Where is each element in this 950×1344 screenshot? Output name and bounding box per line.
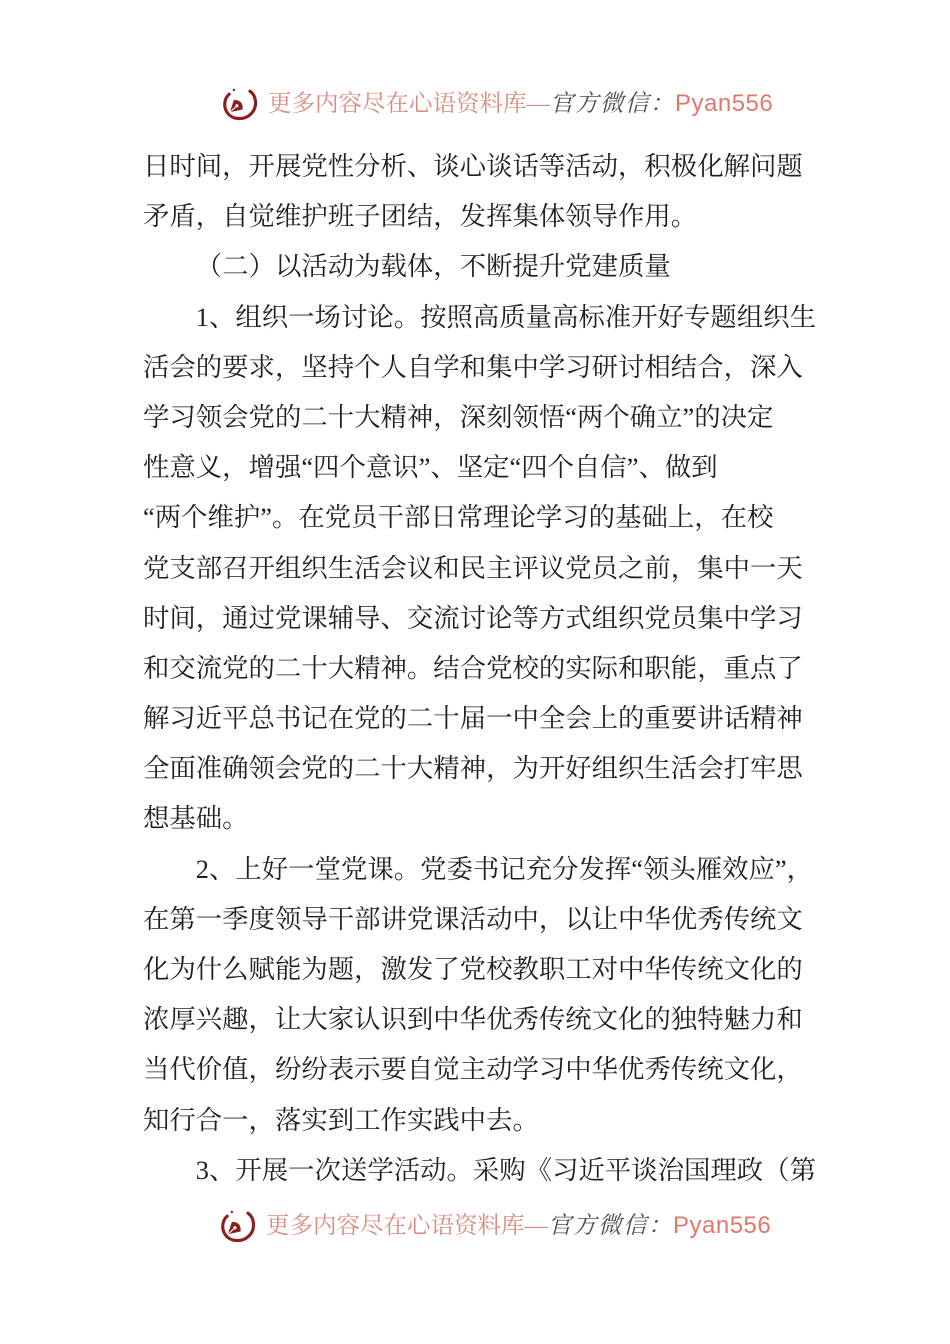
text-line: 活会的要求，坚持个人自学和集中学习研讨相结合，深入 <box>143 351 803 382</box>
watermark-wechat-id: Pyan556 <box>673 1212 772 1239</box>
watermark-site-name: 更多内容尽在心语资料库 <box>266 1213 525 1239</box>
text-line: 化为什么赋能为题，激发了党校教职工对中华传统文化的 <box>143 954 803 984</box>
text-line: 日时间，开展党性分析、谈心谈话等活动，积极化解问题 <box>143 151 803 181</box>
watermark-wechat-label: 官方微信： <box>548 1211 673 1239</box>
text-line: 党支部召开组织生活会议和民主评议党员之前，集中一天 <box>143 552 803 583</box>
text-line: （二）以活动为载体，不断提升党建质量 <box>195 251 671 282</box>
pen-nib-logo-icon <box>219 1206 257 1246</box>
text-line: 当代价值，纷纷表示要自觉主动学习中华优秀传统文化， <box>143 1054 803 1085</box>
pen-nib-logo-icon <box>221 84 259 124</box>
text-line: 全面准确领会党的二十大精神，为开好组织生活会打牢思 <box>143 753 803 784</box>
watermark-wechat-id: Pyan556 <box>675 90 774 117</box>
text-line: 2、上好一堂党课。党委书记充分发挥“领头雁效应”， <box>195 853 814 884</box>
text-line: “两个维护”。在党员干部日常理论学习的基础上，在校 <box>143 502 774 533</box>
watermark-header <box>221 83 773 124</box>
text-line: 在第一季度领导干部讲党课活动中，以让中华优秀传统文 <box>143 903 803 934</box>
watermark-footer <box>219 1205 771 1246</box>
text-line: 3、开展一次送学活动。采购《习近平谈治国理政（第 <box>195 1154 816 1185</box>
text-line: 解习近平总书记在党的二十届一中全会上的重要讲话精神 <box>143 703 803 734</box>
document-text <box>143 141 863 1195</box>
watermark-site-name: 更多内容尽在心语资料库 <box>268 91 527 117</box>
watermark-wechat-label: 官方微信： <box>550 89 675 117</box>
text-line: 学习领会党的二十大精神，深刻领悟“两个确立”的决定 <box>143 401 774 432</box>
text-line: 1、组织一场讨论。按照高质量高标准开好专题组织生 <box>195 301 816 332</box>
text-line: 时间，通过党课辅导、交流讨论等方式组织党员集中学习 <box>143 602 803 633</box>
text-line: 想基础。 <box>143 803 249 834</box>
watermark-dash: — <box>526 91 550 117</box>
text-line: 知行合一，落实到工作实践中去。 <box>143 1104 539 1135</box>
watermark-dash: — <box>524 1213 548 1239</box>
text-line: 浓厚兴趣，让大家认识到中华优秀传统文化的独特魅力和 <box>143 1004 803 1035</box>
text-line: 和交流党的二十大精神。结合党校的实际和职能，重点了 <box>143 652 803 683</box>
watermark-text <box>266 1205 771 1246</box>
watermark-text <box>268 83 773 124</box>
text-line: 矛盾，自觉维护班子团结，发挥集体领导作用。 <box>143 201 698 232</box>
text-line: 性意义，增强“四个意识”、坚定“四个自信”、做到 <box>143 452 718 483</box>
